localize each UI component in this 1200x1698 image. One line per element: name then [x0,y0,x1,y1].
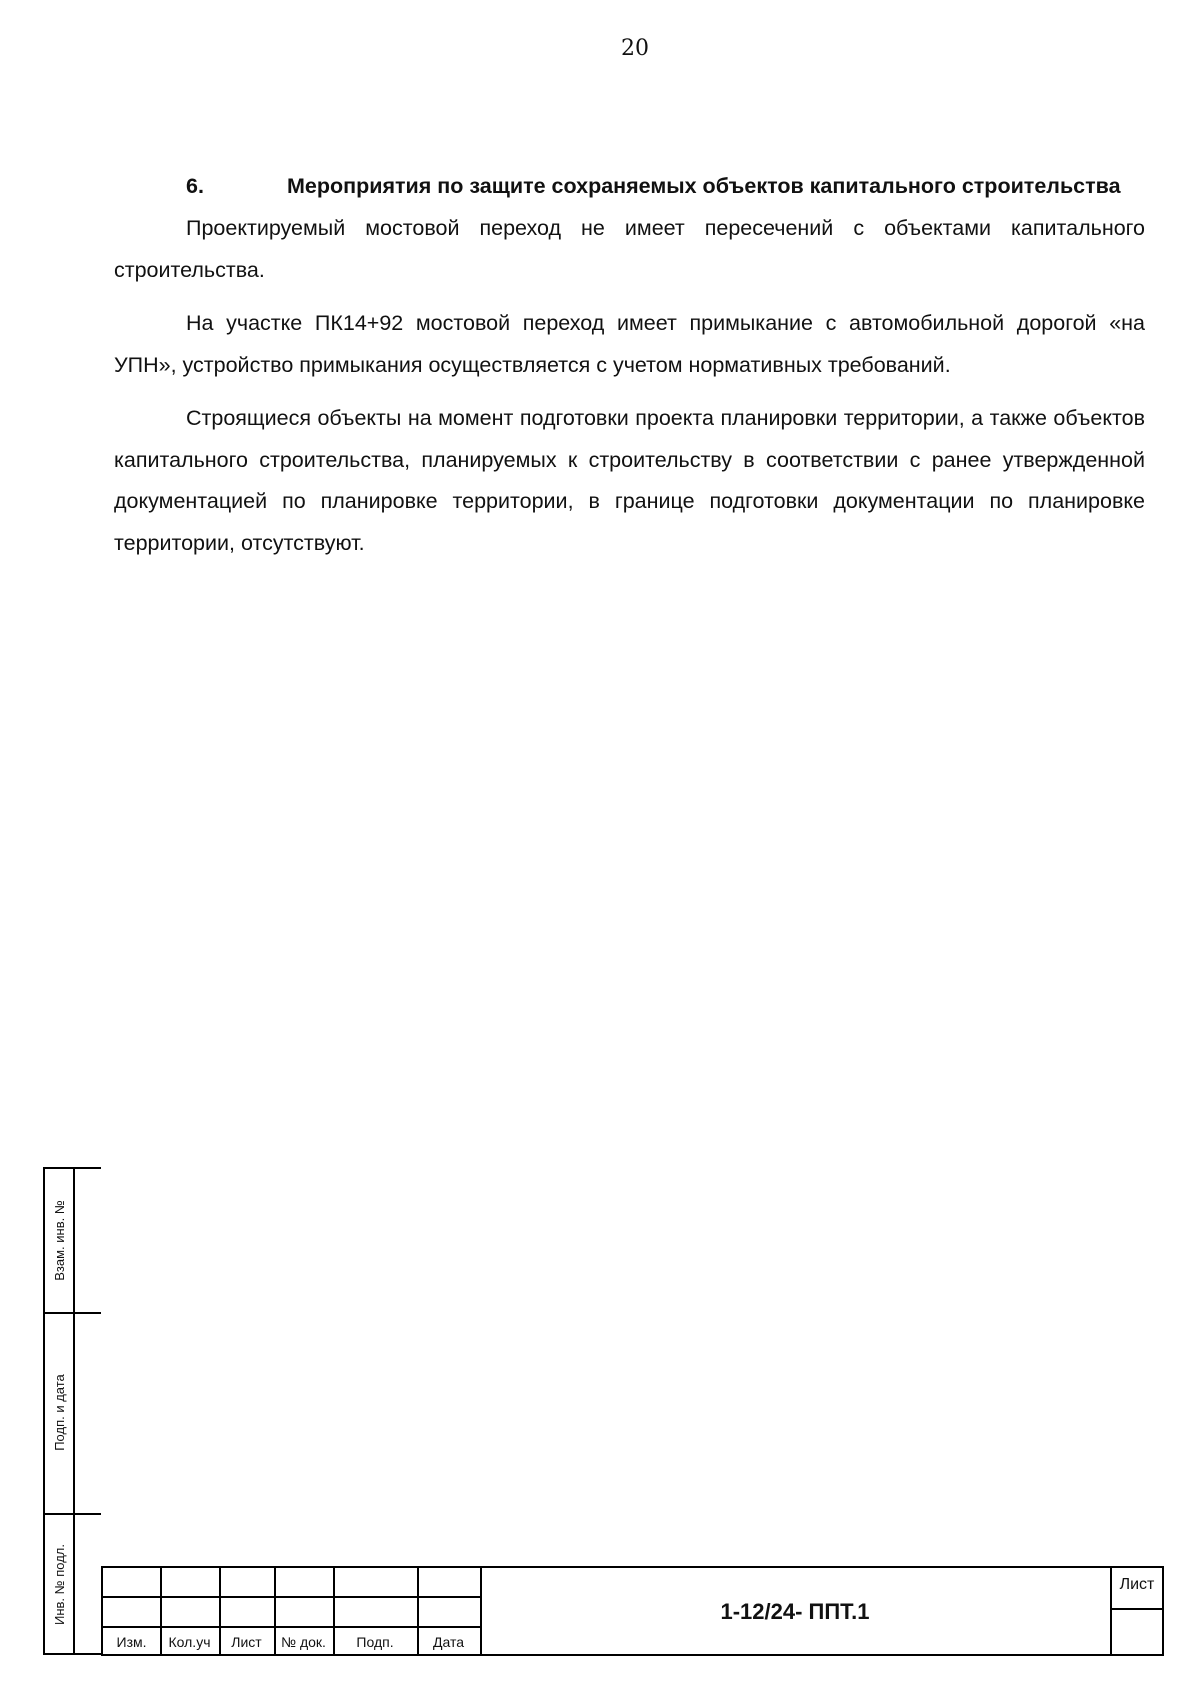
section-title: Мероприятия по защите сохраняемых объектов капитального строительства [287,174,1121,198]
vzam-inv-label: Взам. инв. № [51,1200,67,1281]
vzam-inv-cell [47,1169,71,1312]
sheet-label: Лист [1119,1576,1155,1593]
inv-podl-cell [47,1513,71,1655]
sheet-number [1110,1612,1164,1656]
page-number: 20 [621,36,649,61]
col-data: Дата [432,1634,464,1650]
podp-data-cell [47,1312,71,1513]
col-podp: Подп. [356,1634,394,1650]
document-code: 1-12/24- ППТ.1 [720,1599,870,1624]
section-heading [114,170,1145,202]
paragraph-2: На участке ПК14+92 мостовой переход имеет примыкание с автомобильной дорогой «на УПН», устройство примыкания осуществляется с учетом нормативных требований. [114,311,1145,377]
document-body [114,170,1145,576]
title-block [101,1566,1164,1656]
col-kol-uch: Кол.уч [168,1634,211,1650]
paragraph-3: Строящиеся объекты на момент подготовки проекта планировки территории, а также объектов капитального строительства, планируемых к строительству в соответствии с ранее утвержденной документацией по планировке территории, в границе подготовки документации по планировке территории, отсутствуют. [114,406,1145,555]
inv-podl-label: Инв. № подл. [51,1543,67,1625]
side-stamp [43,1167,101,1655]
col-nom-dok: № док. [281,1634,326,1650]
sheet-cell-line [1110,1608,1164,1610]
paragraph-1: Проектируемый мостовой переход не имеет пересечений с объектами капитального строительства. [114,216,1145,282]
podp-data-label: Подп. и дата [51,1374,67,1451]
side-stamp-divider [73,1169,75,1653]
col-izm: Изм. [116,1634,147,1650]
section-number: 6. [186,174,204,198]
col-list: Лист [231,1634,262,1650]
